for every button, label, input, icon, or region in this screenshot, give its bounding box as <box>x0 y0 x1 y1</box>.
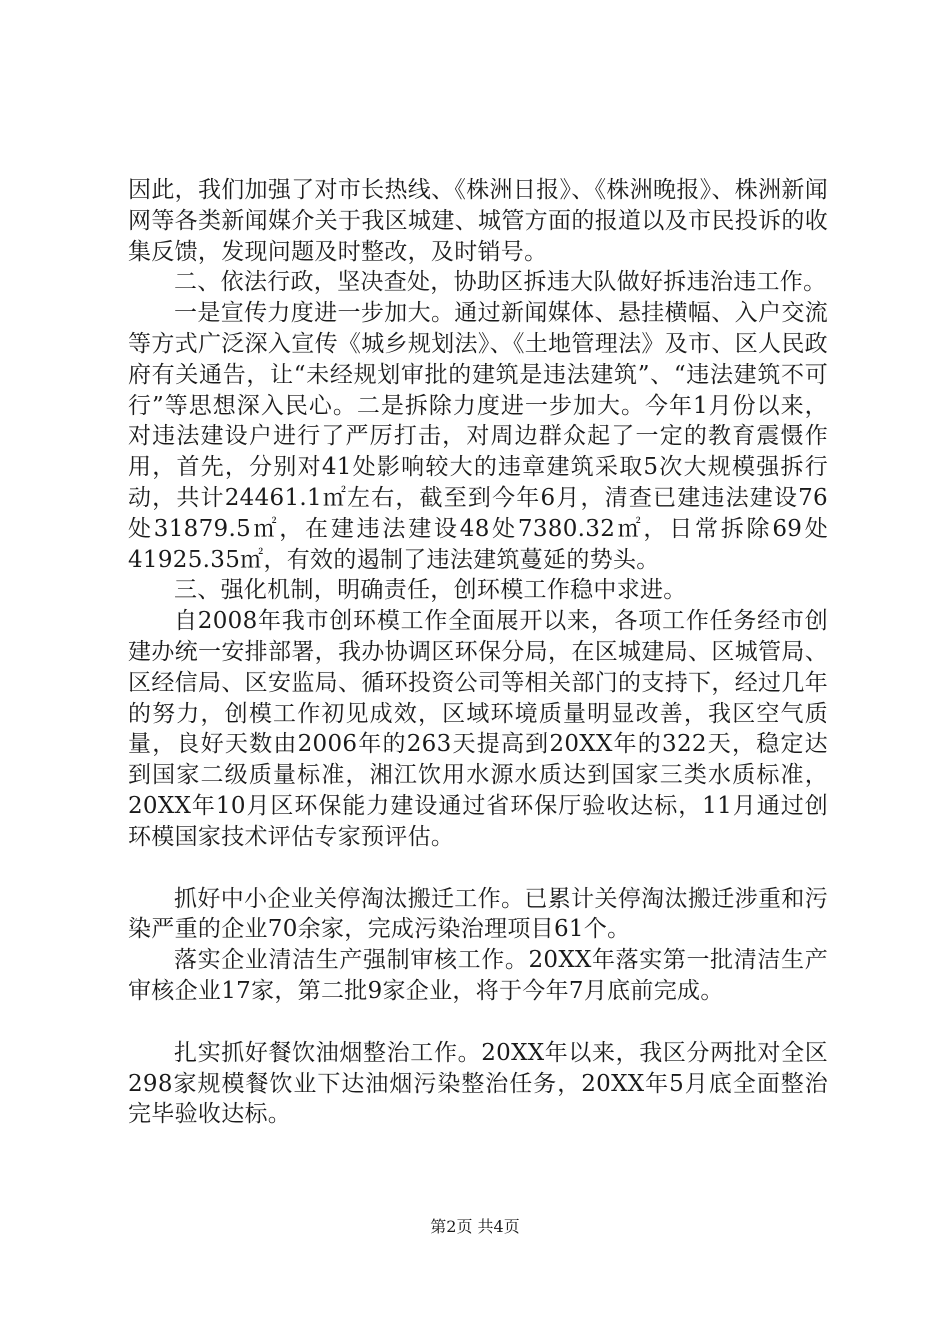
paragraph-clean-production: 落实企业清洁生产强制审核工作。20XX年落实第一批清洁生产审核企业17家，第二批9家企业，将于今年7月底前完成。 <box>128 947 828 1004</box>
paragraph-catering-fumes: 扎实抓好餐饮油烟整治工作。20XX年以来，我区分两批对全区298家规模餐饮业下达油烟污染整治任务，20XX年5月底全面整治完毕验收达标。 <box>128 1039 828 1128</box>
paragraph-environment: 自2008年我市创环模工作全面展开以来，各项工作任务经市创建办统一安排部署，我办协调区环保分局，在区城建局、区城管局、区经信局、区安监局、循环投资公司等相关部门的支持下，经过几年的努力，创模工作初见成效，区域环境质量明显改善，我区空气质量，良好天数由2006年的263天提高到20XX年的322天，稳定达到国家二级质量标准，湘江饮用水源水质达到国家三类水质标准，20XX年10月区环保能力建设通过省环保厅验收达标，11月通过创环模国家技术评估专家预评估。 <box>128 608 828 850</box>
paragraph-intro: 因此，我们加强了对市长热线、《株洲日报》、《株洲晚报》、株洲新闻网等各类新闻媒介关于我区城建、城管方面的报道以及市民投诉的收集反馈，发现问题及时整改，及时销号。 <box>128 177 828 265</box>
page-number-label: 第2页 共4页 <box>430 1217 520 1236</box>
paragraph-demolition: 一是宣传力度进一步加大。通过新闻媒体、悬挂横幅、入户交流等方式广泛深入宣传《城乡规划法》、《土地管理法》及市、区人民政府有关通告，让“未经规划审批的建筑是违法建筑”、“违法建筑不可行”等思想深入民心。二是拆除力度进一步加大。今年1月份以来，对违法建设户进行了严厉打击，对周边群众起了一定的教育震慑作用，首先，分别对41处影响较大的违章建筑采取5次大规模强拆行动，共计24461.1㎡左右，截至到今年6月，清查已建违法建设76处31879.5㎡，在建违法建设48处7380.32㎡，日常拆除69处41925.35㎡，有效的遏制了违法建筑蔓延的势头。 <box>128 300 828 573</box>
paragraph-gap <box>128 853 828 884</box>
paragraph-enterprise-relocation: 抓好中小企业关停淘汰搬迁工作。已累计关停淘汰搬迁涉重和污染严重的企业70余家，完成污染治理项目61个。 <box>128 885 828 943</box>
document-body <box>128 175 828 1130</box>
section-heading-2: 二、依法行政，坚决查处，协助区拆违大队做好拆违治违工作。 <box>174 269 827 296</box>
page-footer <box>0 1214 950 1237</box>
section-heading-3: 三、强化机制，明确责任，创环模工作稳中求进。 <box>174 577 687 604</box>
paragraph-gap <box>128 1007 828 1038</box>
